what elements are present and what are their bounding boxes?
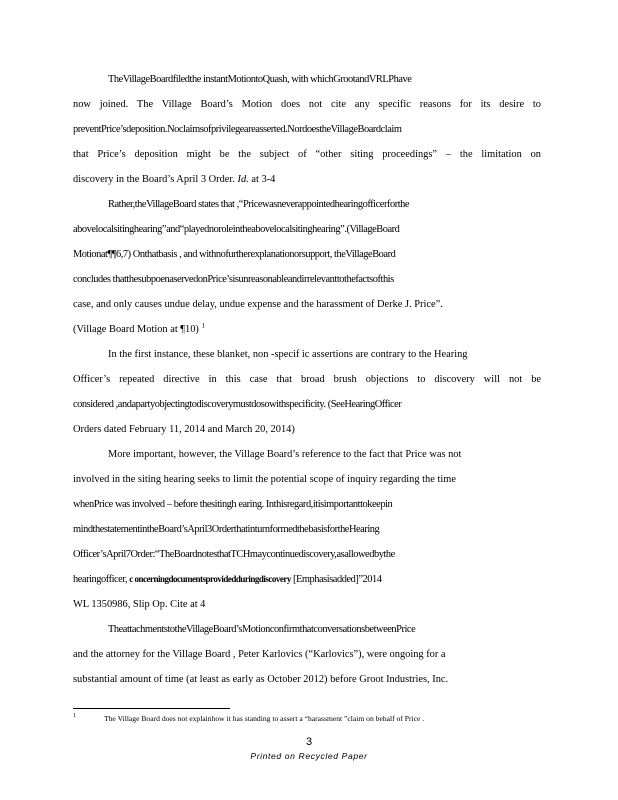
text-line: TheattachmentstotheVillageBoard’sMotionconfirmthatconversationsbetweenPrice	[108, 624, 416, 635]
page-footer: Printed on Recycled Paper	[250, 751, 368, 761]
text-line: WL 1350986, Slip Op. Cite at 4	[73, 599, 206, 610]
footnote	[73, 714, 543, 724]
emphasized-text: c oncerningdocumentsprovidedduringdiscovery	[129, 574, 291, 584]
text-line: and the attorney for the Village Board , Peter Karlovics (“Karlovics”), were ongoing for a	[73, 649, 446, 660]
text-line: Orders dated February 11, 2014 and March 20, 2014)	[73, 424, 295, 435]
footnote-ref: 1	[201, 323, 205, 330]
text-line: Officer’sApril7Order:“TheBoardnotesthatTCHmaycontinuediscovery,asallowedbythe	[73, 549, 395, 560]
text-line	[73, 173, 541, 186]
text-line: involved in the siting hearing seeks to limit the potential scope of inquiry regarding the time	[73, 474, 456, 485]
text-line: mindthestatementintheBoard’sApril3OrderthatinturnformedthebasisfortheHearing	[73, 524, 380, 535]
text-line: More important, however, the Village Board’s reference to the fact that Price was not	[108, 449, 462, 460]
text-line: abovelocalsitinghearing”and“playednoroleintheabovelocalsitinghearing”.(VillageBoard	[73, 224, 400, 235]
text-line: concludes thatthesubpoenaservedonPrice’sisunreasonableandirrelevanttothefactsofthis	[73, 274, 394, 285]
citation-id: Id.	[237, 174, 249, 185]
text-line: Rather,theVillageBoard states that ,“Pricewasneverappointedhearingofficerforthe	[108, 199, 410, 210]
footnote-mark: 1	[73, 713, 76, 720]
text-line: whenPrice was involved – before thesitingh earing. Inthisregard,itisimportanttokeepin	[73, 499, 393, 510]
text-line	[73, 323, 541, 336]
text-line: that Price’s deposition might be the subject of “other siting proceedings” – the limitation on	[73, 149, 541, 160]
text-line: Motionat¶¶6,7) Onthatbasis , and withnofurtherexplanationorsupport, theVillageBoard	[73, 249, 396, 260]
text-line: Officer’s repeated directive in this case that broad brush objections to discovery will not be	[73, 374, 541, 385]
text-line: considered ,andapartyobjectingtodiscoverymustdosowithspecificity. (SeeHearingOfficer	[73, 399, 402, 410]
text-line: now joined. The Village Board’s Motion does not cite any specific reasons for its desire to	[73, 99, 541, 110]
text-line: preventPrice’sdeposition.Noclaimsofprivilegeareasserted.NordoestheVillageBoardclaim	[73, 124, 402, 135]
page-number: 3	[305, 736, 313, 748]
text-line: substantial amount of time (at least as early as October 2012) before Groot Industries, Inc.	[73, 674, 449, 685]
text-run: [Emphasisadded]”2014	[290, 574, 382, 585]
text-run: at 3-4	[248, 174, 276, 185]
text-run: (Village Board Motion at ¶10)	[73, 324, 202, 335]
text-line: case, and only causes undue delay, undue expense and the harassment of Derke J. Price”.	[73, 299, 443, 310]
footnote-text: The Village Board does not explainhow it has standing to assert a “harassment ”claim on behalf of Price .	[104, 714, 425, 723]
text-line	[73, 573, 541, 586]
text-line: In the first instance, these blanket, non -specif ic assertions are contrary to the Hearing	[108, 349, 468, 360]
text-run: discovery in the Board’s April 3 Order.	[73, 174, 238, 185]
text-line: TheVillageBoardfiledthe instantMotiontoQuash, with whichGrootandVRLPhave	[108, 74, 412, 85]
text-run: hearingofficer,	[73, 574, 130, 585]
footnote-divider	[73, 708, 230, 709]
